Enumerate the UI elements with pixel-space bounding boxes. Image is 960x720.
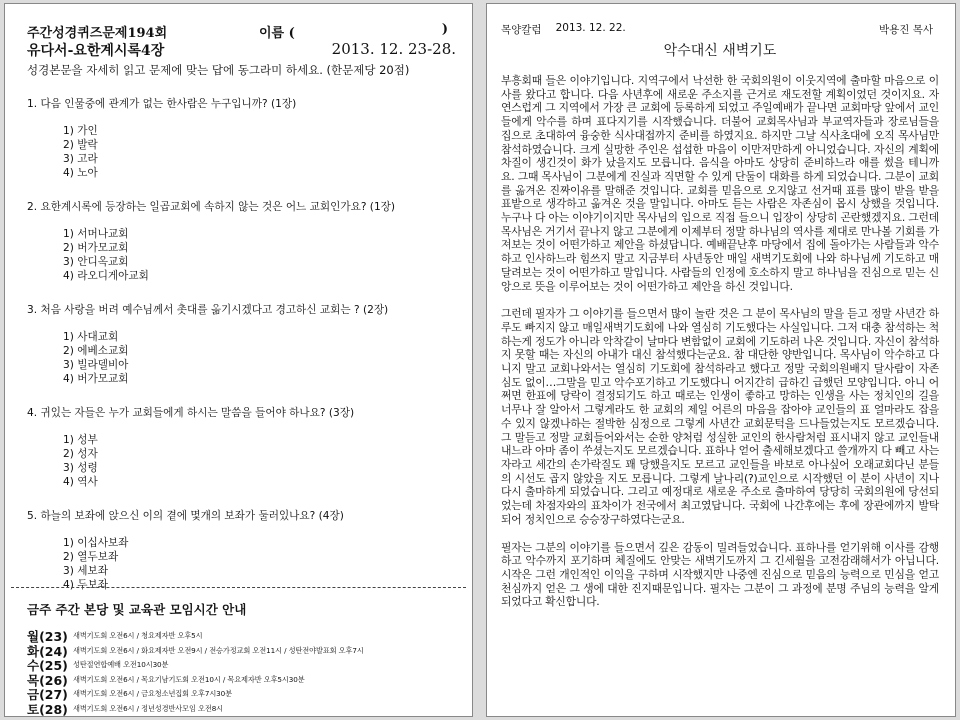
- question-block: [27, 405, 460, 488]
- option-list: [27, 535, 460, 591]
- option-item[interactable]: 3) 성령: [63, 462, 98, 474]
- question-text: 1. 다음 인물중에 관계가 없는 한사람은 누구입니까? (1장): [27, 98, 297, 110]
- option-item[interactable]: 2) 에베소교회: [63, 345, 129, 357]
- option-item[interactable]: 1) 이십사보좌: [63, 537, 129, 549]
- name-blank-close: ): [441, 22, 448, 37]
- column-date: 2013. 12. 22.: [555, 22, 626, 34]
- question-text: 2. 요한계시록에 등장하는 일곱교회에 속하지 않는 것은 어느 교회인가요? (1장): [27, 201, 396, 213]
- question-block: [27, 199, 460, 282]
- question-text: 5. 하늘의 보좌에 앉으신 이의 곁에 몇개의 보좌가 둘러있나요? (4장): [27, 510, 344, 522]
- schedule-day: 월(23): [27, 629, 68, 645]
- schedule-row: [27, 673, 364, 688]
- option-item[interactable]: 2) 성자: [63, 448, 98, 460]
- schedule-text: 새벽기도회 오전6시 / 정년성경반사모임 오전8시: [73, 703, 224, 713]
- schedule-day: 목(26): [27, 672, 68, 688]
- question-block: [27, 508, 460, 591]
- column-paragraph: 그런데 필자가 그 이야기를 들으면서 많이 놀란 것은 그 분이 목사님의 말을 듣고 정말 사년간 하루도 빠지지 않고 매일새벽기도회에 나와 열심히 기도했다는 사실입니다. 그저 대충 참석하는 척하는게 정도가 아니라 악착같이 날마다 변함없이 교회에 기도하러 나온 것입니다. 자신이 참석하지 못할 때는 자신의 아내가 대신 참석했다는군요. 참 대단한 양반입니다. 목사님이 악수하고 다니지 말고 교회나와서는 열심히 기도회에 참석하라고 했다고 정말 국회의원배지 달사람이 자존심도 없이…그말을 믿고 악수포기하고 기도했다니 어지간히 급하긴 급했던 모양입니다. 아니 어쩌면 한표에 당락이 결정되기도 하고 때로는 인생이 좋하고 망하는 인생을 사는 정치인의 길을 너무나 잘 알아서 그렇게라도 한 교회의 제일 어른의 마음을 잡아야 교인들의 표 얼마라도 잡을 수 있지 않겠나하는 절박한 심정으로 그렇게 사년간 교회문턱을 드나들었는지도 모르겠습니다. 그 말듣고 정말 교회들어와서는 순한 양처럼 성실한 교인의 한사람처럼 표시내지 않고 교인들내 내느라 아마 좀이 쑤셨는지도 모르겠습니다. 표하나 얻어 출세해보겠다고 쓸개까지 다 빼고 사는 자라고 세간의 손가락질도 꽤 당했을지도 모르고 교인들을 바보로 아나싶어 오래교회다닌 분들의 시선도 곱지 않았을 지도 모릅니다. 그렇게 날나리(?)교인으로 시작했던 이 분이 사년이 지나 다시 출마하게 되었습니다. 그리고 예정대로 새로운 주소로 출마하여 당당히 국회의원에 당선되었는데 차점자와의 표차이가 전국에서 최고였답니다. 국회에 나간후에는 후에 장관에까지 발탁되어 정치인으로 승승장구하였다는군요.: [501, 307, 939, 526]
- option-item[interactable]: 3) 고라: [63, 153, 98, 165]
- name-label: 이름 (: [259, 26, 295, 41]
- option-item[interactable]: 3) 세보좌: [63, 565, 108, 577]
- column-label: 목양칼럼: [501, 24, 542, 36]
- option-list: [27, 123, 460, 179]
- question-block: [27, 302, 460, 385]
- quiz-subheader: [27, 40, 460, 60]
- schedule-day: 화(24): [27, 643, 68, 659]
- option-item[interactable]: 1) 가인: [63, 125, 98, 137]
- option-item[interactable]: 3) 빌라델비아: [63, 359, 129, 371]
- option-item[interactable]: 4) 두보좌: [63, 579, 108, 591]
- schedule-row: [27, 658, 364, 673]
- option-item[interactable]: 1) 서머나교회: [63, 228, 129, 240]
- quiz-scope: 유다서-요한계시록4장: [27, 43, 165, 59]
- option-item[interactable]: 1) 성부: [63, 434, 98, 446]
- option-item[interactable]: 4) 라오디게아교회: [63, 270, 149, 282]
- schedule-day: 토(28): [27, 701, 68, 717]
- schedule-text: 새벽기도회 오전6시 / 목요기남기도회 오전10시 / 목요제자반 오후5시30분: [73, 674, 305, 684]
- schedule-row: [27, 702, 364, 717]
- column-paragraph: 부흥회때 들은 이야기입니다. 지역구에서 낙선한 한 국회의원이 이웃지역에 출마할 마음으로 이사를 왔다고 합니다. 다음 사년후에 새로운 주소지를 근거로 재도전할 계획이었던 것이지요. 자연스럽게 그 지역에서 가장 큰 교회에 등록하게 되었고 주일예배가 끝나면 교회마당 앞에서 교인들에게 악수를 하며 표다지기를 시작했습니다. 더불어 교회목사님과 부교역자들과 장로님들을 집으로 초대하여 융숭한 식사대접까지 준비를 하였지요. 하지만 그날 식사초대에 오직 목사님만 참석하였습니다. 크게 실망한 주인은 섭섭한 마음이 이만저만하게 아니었습니다. 자신의 계획에 차질이 생긴것이 화가 났을지도 모릅니다. 음식을 아마도 상당히 준비하느라 애를 썼을 테니까요. 그때 목사님이 그분에게 진실과 직면할 수 있게 단둘이 대화를 하게 되었습니다. 그분이 교회를 옮겨온 진짜이유를 말해준 것입니다. 교회를 믿음으로 오지않고 선거때 표를 많이 받을 받을 표밭으로 생각하고 옮겨온 것을 말입니다. 아마도 듣는 사람은 자존심이 몹시 상했을 것입니다. 누구나 다 아는 이야기이지만 목사님의 입으로 직접 들으니 입장이 상당히 곤란했겠지요. 그런데 목사님은 거기서 끝나지 않고 그분에게 이제부터 정말 하나님의 역사를 제대로 만나볼 기회를 가져보는 것이 어떤가하고 제안을 하셨답니다. 예배끝난후 마당에서 집에 돌아가는 사람들과 악수하고 인사하느라 힘쓰지 말고 지금부터 사년동안 매일 새벽기도회에 나와 하나님께 기도하고 매달려보는 것이 어떤가하고 말입니다. 사람들의 인정에 호소하지 말고 하나님을 진심으로 믿는 신앙으로 뜻을 이루어보는 것이 어떤가하고 제안을 하신 것입니다.: [501, 74, 939, 293]
- column-paragraph: 필자는 그분의 이야기를 들으면서 깊은 감동이 밀려들었습니다. 표하나를 얻기위해 이사를 감행하고 악수까지 포기하며 체질에도 안맞는 새벽기도까지 그 긴세월을 고전감래해서가 아닙니다. 시작은 그런 개인적인 이익을 구하며 시작했지만 나중엔 진심으로 믿음의 능력으로 민심을 얻고 천심까지 얻은 그 생에 대한 진지때문입니다. 필자는 그분이 그 과정에 분명 주님의 능력을 알게 되었다고 확신합니다.: [501, 540, 939, 609]
- schedule-day: 수(25): [27, 658, 68, 674]
- column-page: [486, 3, 956, 717]
- schedule-row: [27, 687, 364, 702]
- question-block: [27, 96, 460, 179]
- schedule-text: 새벽기도회 오전6시 / 화요제자반 오전9시 / 전승가정교회 오전11시 / 성탄전야발표회 오후7시: [73, 645, 364, 655]
- option-item[interactable]: 2) 열두보좌: [63, 551, 119, 563]
- question-text: 3. 처음 사랑을 버려 예수님께서 촛대를 옮기시겠다고 경고하신 교회는 ? (2장): [27, 304, 389, 316]
- option-list: [27, 329, 460, 385]
- schedule-text: 새벽기도회 오전6시 / 청요제자반 오후5시: [73, 631, 203, 641]
- option-item[interactable]: 2) 발락: [63, 139, 98, 151]
- quiz-title: 주간성경퀴즈문제194회: [27, 26, 168, 41]
- schedule-day: 금(27): [27, 687, 68, 703]
- column-author: 박용진 목사: [878, 24, 933, 36]
- option-item[interactable]: 2) 버가모교회: [63, 242, 129, 254]
- question-text: 4. 귀있는 자들은 누가 교회들에게 하시는 말씀을 들어야 하나요? (3장): [27, 407, 355, 419]
- option-item[interactable]: 1) 사대교회: [63, 331, 119, 343]
- schedule-row: [27, 644, 364, 659]
- schedule-title: 금주 주간 본당 및 교육관 모임시간 안내: [27, 602, 247, 617]
- option-list: [27, 226, 460, 282]
- dashed-divider: [11, 587, 466, 588]
- quiz-page: [4, 3, 473, 717]
- schedule-text: 새벽기도회 오전6시 / 금요청소년집회 오후7시30분: [73, 689, 232, 699]
- schedule-text: 성탄절연합예배 오전10시30분: [73, 660, 169, 670]
- option-item[interactable]: 4) 역사: [63, 476, 98, 488]
- schedule-row: [27, 629, 364, 644]
- option-item[interactable]: 3) 안디옥교회: [63, 256, 129, 268]
- quiz-header: [27, 22, 460, 40]
- column-header: [501, 22, 939, 38]
- option-list: [27, 432, 460, 488]
- column-title: 악수대신 새벽기도: [663, 43, 777, 59]
- quiz-date: 2013. 12. 23-28.: [331, 40, 456, 58]
- schedule-list: [27, 629, 364, 716]
- option-item[interactable]: 4) 노아: [63, 167, 98, 179]
- option-item[interactable]: 4) 버가모교회: [63, 373, 129, 385]
- quiz-instruction: 성경본문을 자세히 읽고 문제에 맞는 답에 동그라미 하세요. (한문제당 20점): [27, 63, 410, 77]
